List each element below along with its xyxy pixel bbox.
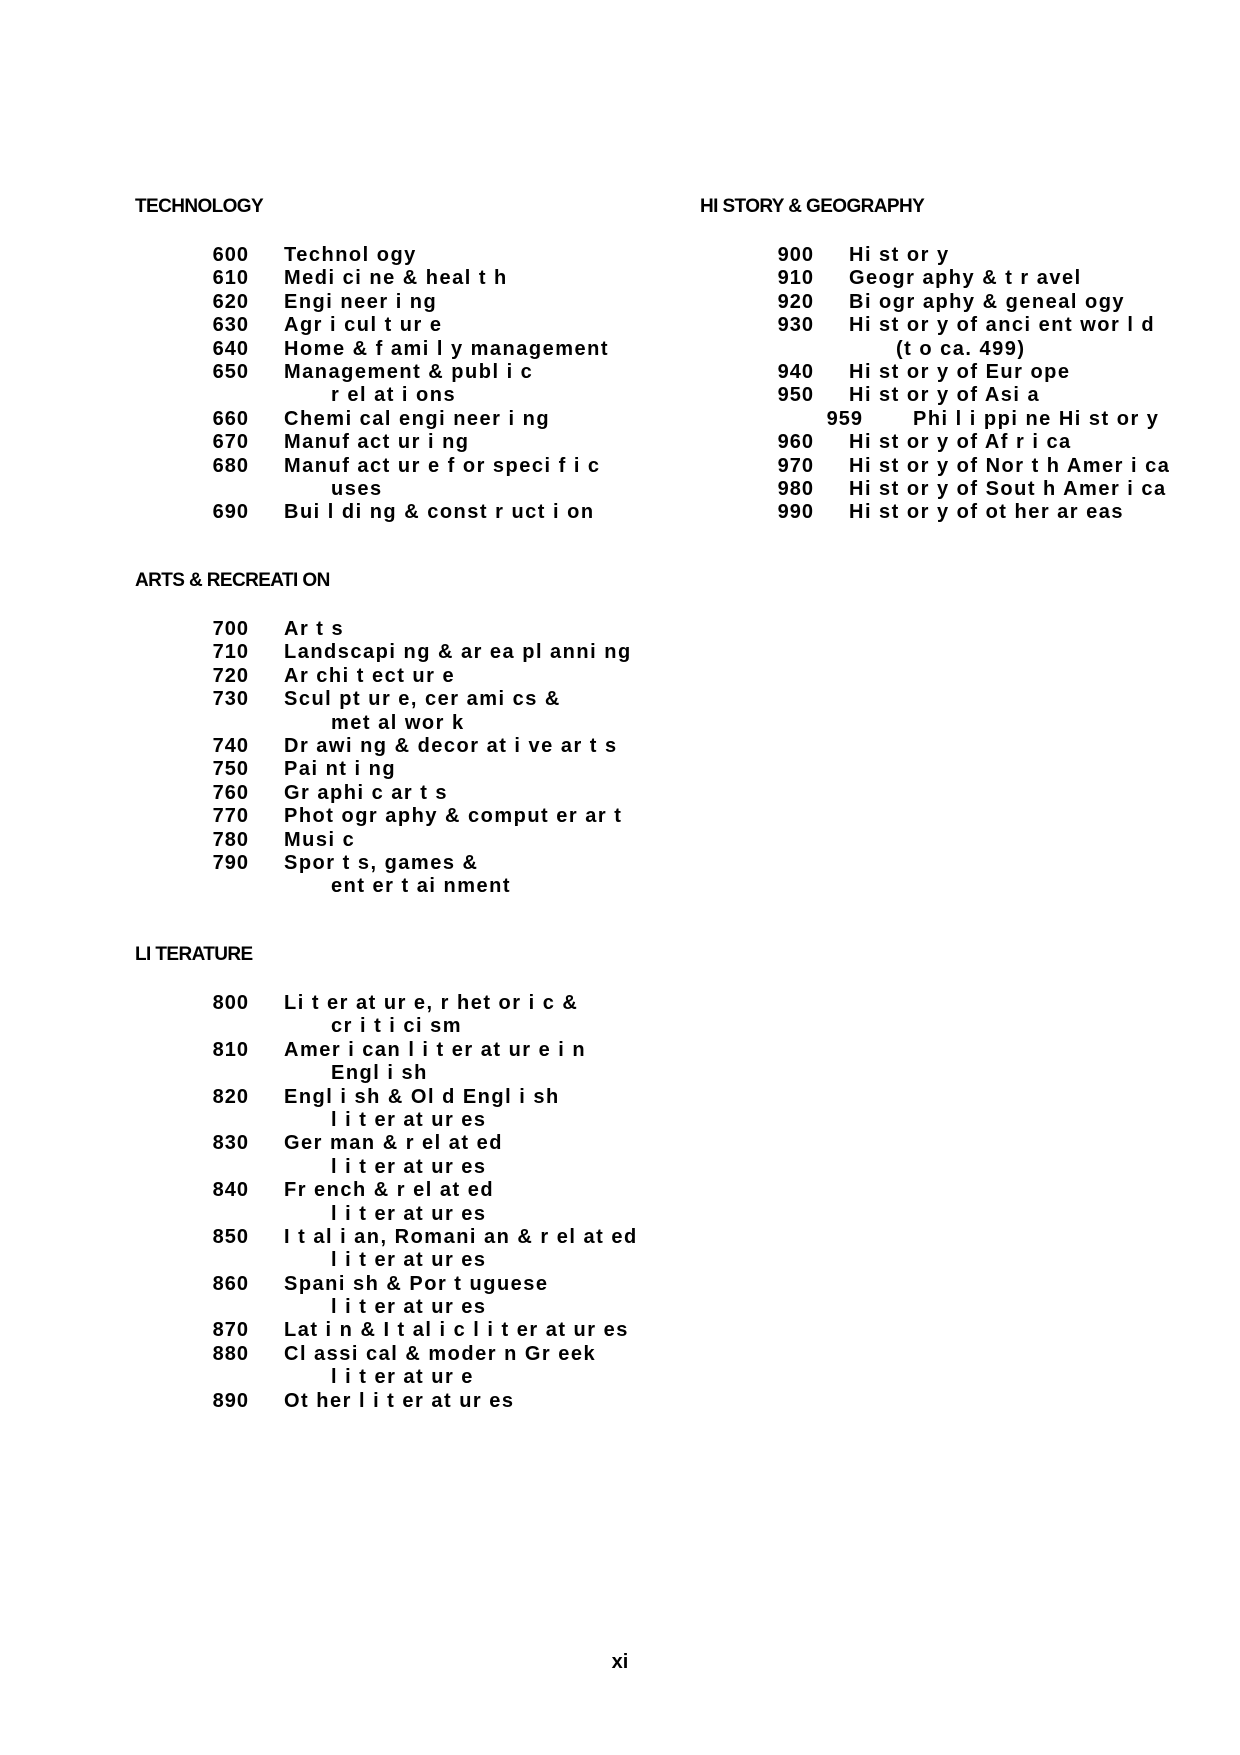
class-entry <box>135 267 508 290</box>
section-heading: ARTS & RECREATI ON <box>135 570 330 591</box>
class-number: 600 <box>212 244 249 266</box>
class-label-continuation: r el at i ons <box>331 384 457 407</box>
class-number: 970 <box>777 454 814 477</box>
class-label-continuation: l i t er at ur es <box>331 1202 487 1225</box>
class-label: Hi st or y of Af r i ca <box>849 431 1072 454</box>
class-entry-continuation <box>135 1249 487 1272</box>
class-label: Spani sh & Por t uguese <box>284 1272 549 1295</box>
class-number: 720 <box>212 664 249 687</box>
class-label: Phi l i ppi ne Hi st or y <box>913 407 1160 430</box>
class-label-continuation: (t o ca. 499) <box>896 337 1026 360</box>
class-entry <box>135 688 561 711</box>
class-entry <box>700 360 1071 384</box>
class-number: 660 <box>212 407 249 430</box>
class-label: Cl assi cal & moder n Gr eek <box>284 1342 597 1365</box>
class-entry-continuation <box>700 337 1026 361</box>
entry-list <box>700 244 1171 525</box>
class-entry <box>135 758 397 781</box>
class-number: 730 <box>212 688 249 711</box>
class-label: Hi st or y of Nor t h Amer i ca <box>849 454 1171 477</box>
class-entry <box>135 360 534 384</box>
class-number: 800 <box>212 992 249 1014</box>
class-entry <box>700 267 1082 290</box>
entry-list <box>135 244 610 525</box>
class-entry-continuation <box>135 384 457 407</box>
class-number: 750 <box>212 758 249 781</box>
class-entry <box>135 734 618 758</box>
class-entry <box>135 805 623 828</box>
class-label: Hi st or y of ot her ar eas <box>849 501 1125 524</box>
entry-list <box>135 618 632 899</box>
class-entry <box>135 290 438 314</box>
class-label: Home & f ami l y management <box>284 337 610 360</box>
class-label: Landscapi ng & ar ea pl anni ng <box>284 641 632 664</box>
class-label: Engl i sh & Ol d Engl i sh <box>284 1085 560 1108</box>
class-entry <box>135 337 610 361</box>
class-number: 650 <box>212 360 249 383</box>
class-label: Hi st or y <box>849 244 950 266</box>
class-entry-continuation <box>135 711 465 735</box>
class-label: Manuf act ur e f or speci f i c <box>284 454 601 477</box>
class-label: Bui l di ng & const r uct i on <box>284 501 595 524</box>
class-label: Pai nt i ng <box>284 758 397 781</box>
class-label: Hi st or y of Asi a <box>849 384 1041 407</box>
class-entry <box>135 1389 515 1413</box>
class-entry <box>135 407 551 431</box>
class-entry <box>135 641 632 664</box>
class-number: 690 <box>212 501 249 524</box>
class-entry <box>135 1225 638 1249</box>
class-number: 770 <box>212 805 249 828</box>
class-label: Ar chi t ect ur e <box>284 664 456 687</box>
class-entry-continuation <box>135 1296 487 1319</box>
class-number: 980 <box>777 477 814 500</box>
class-label-continuation: l i t er at ur e <box>331 1366 474 1389</box>
class-label: Li t er at ur e, r het or i c & <box>284 992 579 1014</box>
class-label: Hi st or y of anci ent wor l d <box>849 314 1156 337</box>
class-number: 850 <box>212 1225 249 1248</box>
class-entry <box>700 454 1171 478</box>
class-entry <box>700 407 1160 431</box>
class-entry <box>135 781 449 805</box>
class-entry-continuation <box>135 1366 474 1389</box>
class-entry <box>135 664 456 688</box>
class-entry <box>135 851 479 875</box>
class-label: Scul pt ur e, cer ami cs & <box>284 688 561 711</box>
class-entry <box>135 501 595 524</box>
class-entry <box>700 431 1072 454</box>
class-number: 960 <box>777 431 814 454</box>
class-label-continuation: l i t er at ur es <box>331 1296 487 1319</box>
class-entry <box>135 1342 597 1366</box>
class-entry <box>700 501 1125 524</box>
class-number: 910 <box>777 267 814 290</box>
class-label: Engi neer i ng <box>284 290 438 313</box>
class-entry <box>135 992 579 1015</box>
class-label: Geogr aphy & t r avel <box>849 267 1082 290</box>
page-number: xi <box>611 1651 629 1673</box>
section-history-geography <box>700 195 1171 525</box>
class-label: Ar t s <box>284 618 345 640</box>
section-technology <box>135 195 610 525</box>
class-number: 810 <box>212 1038 249 1061</box>
class-entry <box>135 1085 560 1109</box>
class-number: 840 <box>212 1179 249 1202</box>
class-label: Medi ci ne & heal t h <box>284 267 508 290</box>
class-number: 620 <box>212 290 249 313</box>
class-label: Phot ogr aphy & comput er ar t <box>284 805 623 828</box>
class-entry-continuation <box>135 477 383 501</box>
class-label: Ger man & r el at ed <box>284 1132 503 1155</box>
class-label: Management & publ i c <box>284 360 534 383</box>
class-number: 950 <box>777 384 814 407</box>
class-label-continuation: uses <box>331 477 383 500</box>
class-label: Manuf act ur i ng <box>284 431 470 454</box>
class-number: 790 <box>212 851 249 874</box>
class-label: Dr awi ng & decor at i ve ar t s <box>284 734 618 757</box>
class-entry <box>135 431 470 454</box>
class-label-continuation: l i t er at ur es <box>331 1108 487 1131</box>
class-entry-continuation <box>135 1202 487 1226</box>
section-heading: LI TERATURE <box>135 944 253 965</box>
class-entry-continuation <box>135 875 511 898</box>
section-heading: TECHNOLOGY <box>135 196 264 217</box>
class-number: 740 <box>212 734 249 757</box>
class-number: 830 <box>212 1132 249 1155</box>
class-label: Chemi cal engi neer i ng <box>284 407 551 430</box>
class-number: 880 <box>212 1342 249 1365</box>
class-number: 900 <box>777 244 814 266</box>
class-label-continuation: cr i t i ci sm <box>331 1015 463 1038</box>
class-label: Technol ogy <box>284 244 417 266</box>
class-number: 890 <box>212 1389 249 1412</box>
section-heading: HI STORY & GEOGRAPHY <box>700 196 925 217</box>
class-entry <box>135 1038 587 1062</box>
entry-list <box>135 992 638 1413</box>
class-number: 820 <box>212 1085 249 1108</box>
class-label-continuation: Engl i sh <box>331 1062 428 1085</box>
class-label: I t al i an, Romani an & r el at ed <box>284 1225 638 1248</box>
class-entry-continuation <box>135 1062 428 1085</box>
class-entry <box>135 314 443 337</box>
class-entry <box>135 454 601 478</box>
section-arts-recreation <box>135 569 632 899</box>
class-number: 680 <box>212 454 249 477</box>
class-label: Amer i can l i t er at ur e i n <box>284 1038 587 1061</box>
class-label-continuation: ent er t ai nment <box>331 875 511 898</box>
class-number: 870 <box>212 1319 249 1342</box>
class-entry <box>135 1319 629 1342</box>
class-entry <box>135 244 417 267</box>
class-entry <box>700 244 950 267</box>
class-label: Hi st or y of Sout h Amer i ca <box>849 477 1167 500</box>
class-label: Hi st or y of Eur ope <box>849 360 1071 383</box>
class-label-continuation: l i t er at ur es <box>331 1155 487 1178</box>
class-number: 640 <box>212 337 249 360</box>
class-number: 959 <box>826 407 863 430</box>
class-entry <box>135 1272 549 1296</box>
class-number: 780 <box>212 828 249 851</box>
class-label: Fr ench & r el at ed <box>284 1179 495 1202</box>
class-entry <box>700 477 1167 501</box>
class-entry <box>700 290 1126 314</box>
class-number: 630 <box>212 314 249 337</box>
class-entry <box>700 314 1156 337</box>
class-number: 860 <box>212 1272 249 1295</box>
class-entry <box>135 1179 495 1202</box>
class-number: 920 <box>777 290 814 313</box>
class-label: Agr i cul t ur e <box>284 314 443 337</box>
class-entry-continuation <box>135 1155 487 1179</box>
class-label: Bi ogr aphy & geneal ogy <box>849 290 1126 313</box>
class-entry <box>135 1132 503 1155</box>
class-label: Lat i n & I t al i c l i t er at ur es <box>284 1319 629 1342</box>
class-number: 940 <box>777 360 814 383</box>
class-number: 710 <box>212 641 249 664</box>
class-entry <box>700 384 1041 407</box>
class-label: Ot her l i t er at ur es <box>284 1389 515 1412</box>
class-number: 700 <box>212 618 249 640</box>
class-entry <box>135 618 345 641</box>
class-label: Musi c <box>284 828 356 851</box>
class-number: 610 <box>212 267 249 290</box>
class-label-continuation: met al wor k <box>331 711 465 734</box>
class-number: 930 <box>777 314 814 337</box>
class-entry-continuation <box>135 1108 487 1132</box>
class-number: 990 <box>777 501 814 524</box>
class-number: 760 <box>212 781 249 804</box>
class-entry-continuation <box>135 1015 463 1038</box>
class-label: Spor t s, games & <box>284 851 479 874</box>
class-number: 670 <box>212 431 249 454</box>
class-entry <box>135 828 356 852</box>
class-label-continuation: l i t er at ur es <box>331 1249 487 1272</box>
class-label: Gr aphi c ar t s <box>284 781 449 804</box>
section-literature <box>135 943 638 1413</box>
